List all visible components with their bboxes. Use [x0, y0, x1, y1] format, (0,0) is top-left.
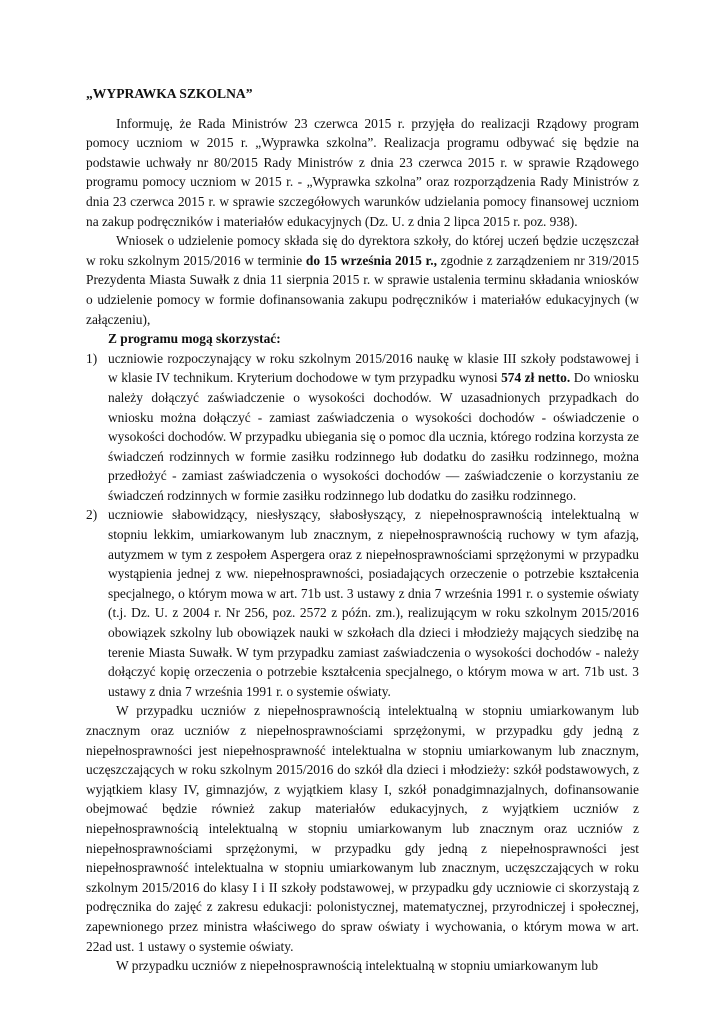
document-body	[86, 84, 639, 976]
list-item-text: uczniowie słabowidzący, niesłyszący, słabosłyszący, z niepełnosprawnością intelektualną w stopniu lekkim, umiarkowanym lub znacznym, z niepełnosprawnością ruchowy w tym afazją, autyzmem w tym z zespołem Aspergera oraz z niepełnosprawnościami sprzężonymi w przypadku wystąpienia jednej z ww. niepełnosprawności, posiadających orzeczenie o potrzebie kształcenia specjalnego, o którym mowa w art. 71b ust. 3 ustawy z dnia 7 września 1991 r. o systemie oświaty (t.j. Dz. U. z 2004 r. Nr 256, poz. 2572 z późn. zm.), realizującym w roku szkolnym 2015/2016 obowiązek szkolny lub obowiązek nauki w szkołach dla dzieci i młodzieży mających siedzibę na terenie Miasta Suwałk. W tym przypadku zamiast zaświadczenia o wysokości dochodów - należy dołączyć kopię orzeczenia o potrzebie kształcenia specjalnego, o którym mowa w art. 71b ust. 3 ustawy z dnia 7 września 1991 r. o systemie oświaty.	[108, 507, 639, 699]
list-number: 2)	[86, 507, 98, 523]
application-text-end: zgodnie z zarządzeniem nr 319/2015 Prezydenta Miasta Suwałk z dnia 11 sierpnia 2015 r. w sprawie ustalenia terminu składania wniosków o udzielenie pomocy w formie dofinansowania zakupu podręczników i materiałów edukacyjnych (w załączeniu),	[86, 252, 639, 327]
application-paragraph	[86, 231, 639, 329]
deadline-date: do 15 września 2015 r.,	[305, 252, 437, 268]
eligibility-heading: Z programu mogą skorzystać:	[108, 331, 281, 347]
continuation-paragraph: W przypadku uczniów z niepełnosprawnością intelektualną w stopniu umiarkowanym lub	[116, 958, 599, 974]
list-item	[86, 349, 639, 506]
special-needs-paragraph: W przypadku uczniów z niepełnosprawnością intelektualną w stopniu umiarkowanym lub znacznym oraz uczniów z niepełnosprawnościami sprzężonymi, w przypadku gdy jedną z niepełnosprawności jest niepełnosprawność intelektualna w stopniu umiarkowanym lub znacznym, uczęszczających w roku szkolnym 2015/2016 do szkół dla dzieci i młodzieży: szkół podstawowych, z wyjątkiem klasy IV, gimnazjów, z wyjątkiem klasy I, szkół ponadgimnazjalnych, dofinansowanie obejmować będzie również zakup materiałów edukacyjnych, z wyjątkiem uczniów z niepełnosprawnością intelektualną w stopniu umiarkowanym lub znacznym oraz uczniów z niepełnosprawnościami sprzężonymi, w przypadku gdy jedną z niepełnosprawności jest niepełnosprawność intelektualna w stopniu umiarkowanym lub znacznym, uczęszczających w roku szkolnym 2015/2016 do klasy I i II szkoły podstawowej, w przypadku gdy uczniowie ci skorzystają z podręcznika do zajęć z zakresu edukacji: polonistycznej, matematycznej, przyrodniczej i społecznej, zapewnionego przez ministra właściwego do spraw oświaty i wychowania, o którym mowa w art. 22ad ust. 1 ustawy o systemie oświaty.	[86, 703, 639, 954]
item1-text-end: Do wniosku należy dołączyć zaświadczenie o wysokości dochodów. W uzasadnionych przypadkach do wniosku można dołączyć - zamiast zaświadczenia o wysokości dochodów - oświadczenie o wysokości dochodów. W przypadku ubiegania się o pomoc dla ucznia, którego rodzina korzysta ze świadczeń rodzinnych w formie zasiłku rodzinnego łub dodatku do zasiłku rodzinnego, można przedłożyć - zamiast zaświadczenia o wysokości dochodów — zaświadczenie o korzystaniu ze świadczeń rodzinnych w formie zasiłku rodzinnego lub dodatku do zasiłku rodzinnego.	[108, 370, 639, 503]
intro-paragraph: Informuję, że Rada Ministrów 23 czerwca 2015 r. przyjęła do realizacji Rządowy program pomocy uczniom w 2015 r. „Wyprawka szkolna”. Realizacja programu odbywać się będzie na podstawie uchwały nr 80/2015 Rady Ministrów z dnia 23 czerwca 2015 r. w sprawie Rządowego programu pomocy uczniom w 2015 r. - „Wyprawka szkolna” oraz rozporządzenia Rady Ministrów z dnia 23 czerwca 2015 r. w sprawie szczegółowych warunków udzielania pomocy finansowej uczniom na zakup podręczników i materiałów edukacyjnych (Dz. U. z dnia 2 lipca 2015 r. poz. 938).	[86, 115, 639, 229]
document-title: „WYPRAWKA SZKOLNA”	[86, 86, 253, 101]
list-item	[86, 505, 639, 701]
application-text-start: Wniosek o udzielenie pomocy składa się do dyrektora szkoły, do której uczeń będzie uczęszczał w roku szkolnym 2015/2016 w terminie	[86, 233, 639, 268]
income-threshold: 574 zł netto.	[501, 370, 571, 386]
item1-text-start: uczniowie rozpoczynający w roku szkolnym 2015/2016 naukę w klasie III szkoły podstawowej i w klasie IV technikum. Kryterium dochodowe w tym przypadku wynosi	[108, 350, 639, 386]
list-item-text	[108, 349, 639, 506]
list-number: 1)	[86, 350, 98, 366]
